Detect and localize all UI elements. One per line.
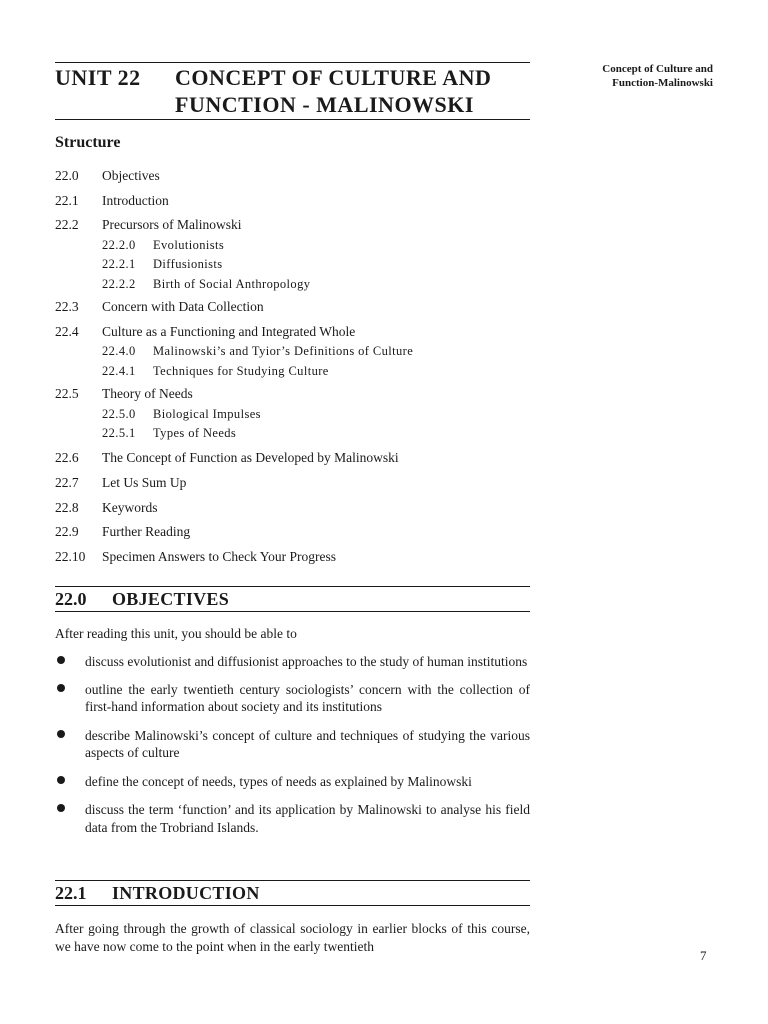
toc-item-label: Evolutionists [153, 237, 225, 252]
toc-item-number: 22.4 [55, 323, 79, 339]
toc-item[interactable] [55, 524, 535, 549]
unit-number: UNIT 22 [55, 65, 141, 90]
toc-item-label: Techniques for Studying Culture [153, 364, 329, 379]
toc-item-number: 22.8 [55, 499, 79, 515]
section-number: 22.0 [55, 589, 87, 609]
toc-item[interactable] [55, 475, 535, 500]
table-of-contents [55, 168, 535, 573]
unit-title-line2: FUNCTION - MALINOWSKI [175, 92, 474, 117]
toc-item-number: 22.7 [55, 475, 79, 491]
toc-item-label: The Concept of Function as Developed by Malinowski [102, 450, 399, 466]
section-number: 22.1 [55, 883, 87, 903]
toc-item-label: Types of Needs [153, 426, 237, 441]
running-header-line2: Function-Malinowski [612, 77, 713, 89]
toc-subitem[interactable] [55, 257, 535, 277]
bullet-icon [57, 656, 65, 664]
structure-heading: Structure [55, 134, 121, 151]
running-header-line1: Concept of Culture and [602, 63, 713, 75]
objectives-intro: After reading this unit, you should be able to [55, 626, 297, 641]
toc-item-label: Biological Impulses [153, 406, 261, 421]
list-item [55, 801, 530, 836]
toc-item[interactable] [55, 193, 535, 218]
toc-item-number: 22.1 [55, 192, 79, 208]
toc-subitem[interactable] [55, 426, 535, 450]
introduction-heading [55, 880, 530, 906]
toc-item-label: Concern with Data Collection [102, 299, 264, 315]
toc-item-label: Culture as a Functioning and Integrated Whole [102, 323, 356, 339]
toc-item[interactable] [55, 500, 535, 525]
toc-item-label: Malinowski’s and Tyior’s Definitions of Culture [153, 344, 414, 359]
toc-item-label: Diffusionists [153, 257, 223, 272]
toc-subitem[interactable] [55, 364, 535, 386]
toc-item-label: Introduction [102, 192, 169, 208]
unit-heading-rule [55, 119, 530, 120]
toc-item-label: Precursors of Malinowski [102, 217, 242, 233]
toc-item-label: Birth of Social Anthropology [153, 277, 311, 292]
toc-item[interactable] [55, 324, 535, 345]
toc-item-number: 22.2.1 [102, 257, 136, 272]
running-header [560, 62, 713, 90]
toc-item-label: Further Reading [102, 524, 191, 540]
unit-heading [55, 62, 530, 117]
toc-item-number: 22.2 [55, 217, 79, 233]
toc-subitem[interactable] [55, 407, 535, 427]
toc-item-label: Objectives [102, 168, 160, 183]
bullet-icon [57, 684, 65, 692]
toc-item-number: 22.5 [55, 386, 79, 402]
page-number: 7 [700, 948, 707, 963]
list-item [55, 773, 530, 791]
toc-item[interactable] [55, 549, 535, 574]
toc-item[interactable] [55, 386, 535, 407]
toc-subitem[interactable] [55, 277, 535, 299]
toc-item-label: Specimen Answers to Check Your Progress [102, 548, 336, 564]
toc-item[interactable] [55, 168, 535, 193]
section-title: OBJECTIVES [112, 589, 230, 609]
toc-item-number: 22.2.2 [102, 277, 136, 292]
list-item-text: discuss the term ‘function’ and its application by Malinowski to analyse his field data from the Trobriand Islands. [85, 802, 530, 835]
toc-item-label: Keywords [102, 499, 158, 515]
toc-item-number: 22.5.0 [102, 406, 136, 421]
bullet-icon [57, 730, 65, 738]
toc-item-number: 22.6 [55, 450, 79, 466]
objectives-list [55, 653, 530, 836]
bullet-icon [57, 776, 65, 784]
section-title: INTRODUCTION [112, 883, 260, 903]
objectives-heading [55, 586, 530, 612]
toc-item-number: 22.4.1 [102, 364, 136, 379]
list-item-text: discuss evolutionist and diffusionist approaches to the study of human institutions [85, 654, 528, 669]
list-item [55, 653, 530, 671]
list-item-text: outline the early twentieth century sociologists’ concern with the collection of first-hand information about society and its institutions [85, 681, 530, 714]
list-item [55, 681, 530, 716]
toc-item-number: 22.2.0 [102, 237, 136, 252]
toc-item[interactable] [55, 299, 535, 324]
toc-item-number: 22.9 [55, 524, 79, 540]
introduction-text: After going through the growth of classical sociology in earlier blocks of this course, we have now come to the point when in the early twentieth [55, 921, 530, 954]
toc-item-number: 22.5.1 [102, 426, 136, 441]
toc-item[interactable] [55, 450, 535, 475]
toc-item-label: Theory of Needs [102, 386, 193, 402]
toc-item-number: 22.0 [55, 168, 79, 183]
toc-subitem[interactable] [55, 344, 535, 364]
toc-item-number: 22.3 [55, 299, 79, 315]
toc-item-number: 22.10 [55, 548, 86, 564]
bullet-icon [57, 804, 65, 812]
list-item-text: describe Malinowski’s concept of culture and techniques of studying the various aspects of culture [85, 727, 530, 760]
toc-item-label: Let Us Sum Up [102, 475, 187, 491]
list-item-text: define the concept of needs, types of needs as explained by Malinowski [85, 773, 472, 789]
list-item [55, 727, 530, 762]
toc-item-number: 22.4.0 [102, 344, 136, 359]
toc-subitem[interactable] [55, 238, 535, 258]
toc-item[interactable] [55, 217, 535, 238]
unit-title-line1: CONCEPT OF CULTURE AND [175, 65, 492, 90]
